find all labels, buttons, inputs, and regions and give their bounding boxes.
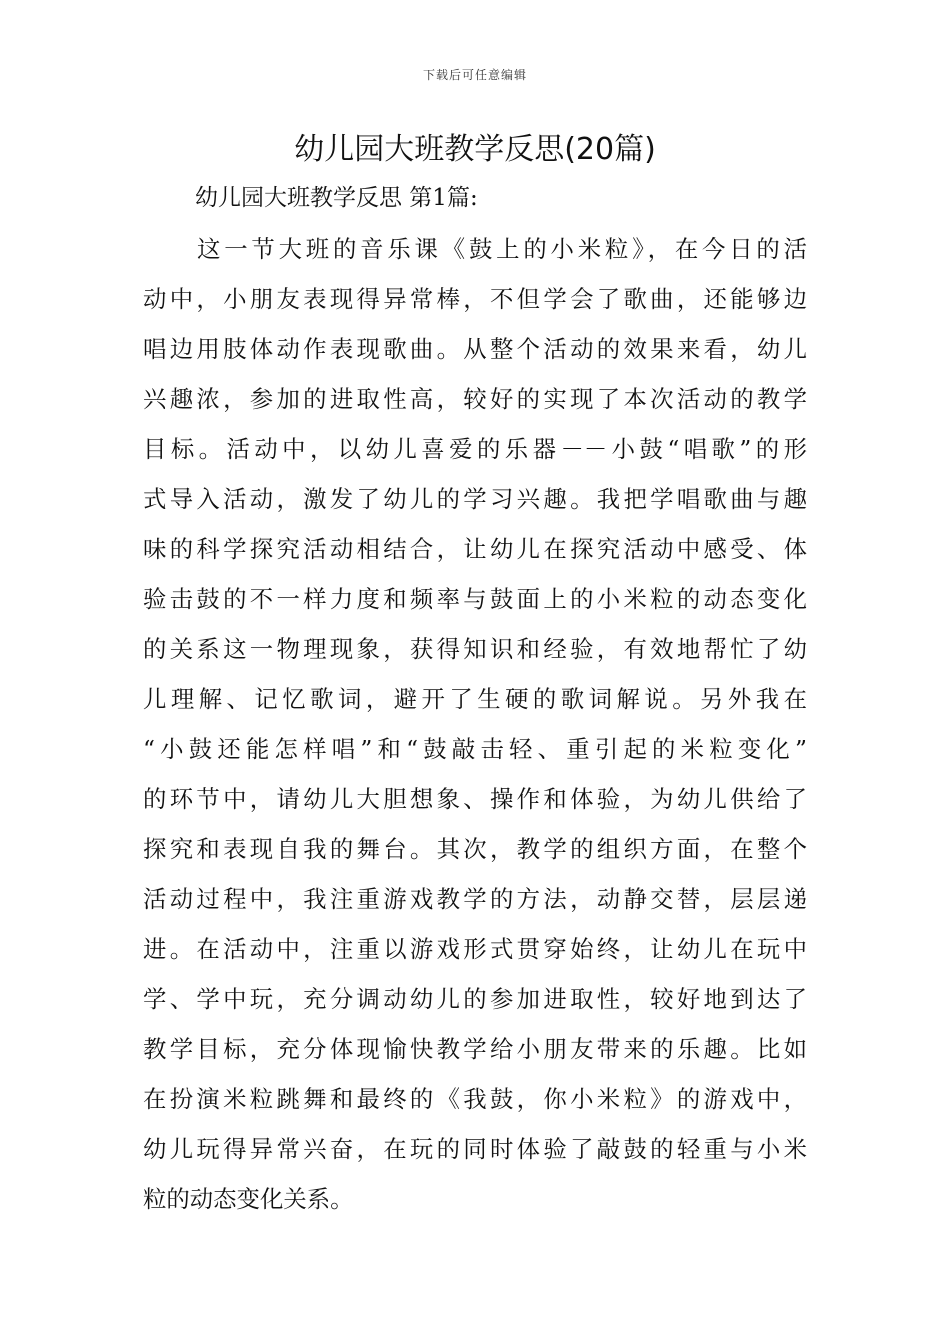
paragraph-line: 在扮演米粒跳舞和最终的《我鼓，你小米粒》的游戏中， bbox=[143, 1085, 807, 1113]
paragraph-line: 粒的动态变化关系。 bbox=[143, 1185, 354, 1213]
paragraph-line: 儿理解、记忆歌词，避开了生硬的歌词解说。另外我在 bbox=[143, 685, 807, 713]
paragraph-line: 探究和表现自我的舞台。其次，教学的组织方面，在整个 bbox=[143, 835, 807, 863]
paragraph-line: 味的科学探究活动相结合，让幼儿在探究活动中感受、体 bbox=[143, 535, 807, 563]
paragraph-line: 兴趣浓，参加的进取性高，较好的实现了本次活动的教学 bbox=[143, 385, 807, 413]
paragraph-line: 这一节大班的音乐课《鼓上的小米粒》，在今日的活 bbox=[197, 235, 807, 263]
paragraph-line: 幼儿玩得异常兴奋，在玩的同时体验了敲鼓的轻重与小米 bbox=[143, 1135, 807, 1163]
body-paragraph bbox=[143, 224, 807, 1224]
paragraph-line: 验击鼓的不一样力度和频率与鼓面上的小米粒的动态变化 bbox=[143, 585, 807, 613]
paragraph-line: 的关系这一物理现象，获得知识和经验，有效地帮忙了幼 bbox=[143, 635, 807, 663]
paragraph-line: “小鼓还能怎样唱”和“鼓敲击轻、重引起的米粒变化” bbox=[143, 735, 807, 763]
paragraph-line: 学、学中玩，充分调动幼儿的参加进取性，较好地到达了 bbox=[143, 985, 807, 1013]
paragraph-line: 目标。活动中，以幼儿喜爱的乐器－－小鼓“唱歌”的形 bbox=[143, 435, 807, 463]
paragraph-line: 的环节中，请幼儿大胆想象、操作和体验，为幼儿供给了 bbox=[143, 785, 807, 813]
paragraph-line: 动中，小朋友表现得异常棒，不但学会了歌曲，还能够边 bbox=[143, 285, 807, 313]
paragraph-line: 活动过程中，我注重游戏教学的方法，动静交替，层层递 bbox=[143, 885, 807, 913]
document-title: 幼儿园大班教学反思(20篇) bbox=[294, 132, 656, 167]
paragraph-line: 教学目标，充分体现愉快教学给小朋友带来的乐趣。比如 bbox=[143, 1035, 807, 1063]
header-note: 下载后可任意编辑 bbox=[422, 68, 527, 82]
paragraph-line: 式导入活动，激发了幼儿的学习兴趣。我把学唱歌曲与趣 bbox=[143, 485, 807, 513]
paragraph-line: 进。在活动中，注重以游戏形式贯穿始终，让幼儿在玩中 bbox=[143, 935, 807, 963]
section-heading: 幼儿园大班教学反思 第1篇: bbox=[195, 185, 478, 211]
paragraph-line: 唱边用肢体动作表现歌曲。从整个活动的效果来看，幼儿 bbox=[143, 335, 807, 363]
